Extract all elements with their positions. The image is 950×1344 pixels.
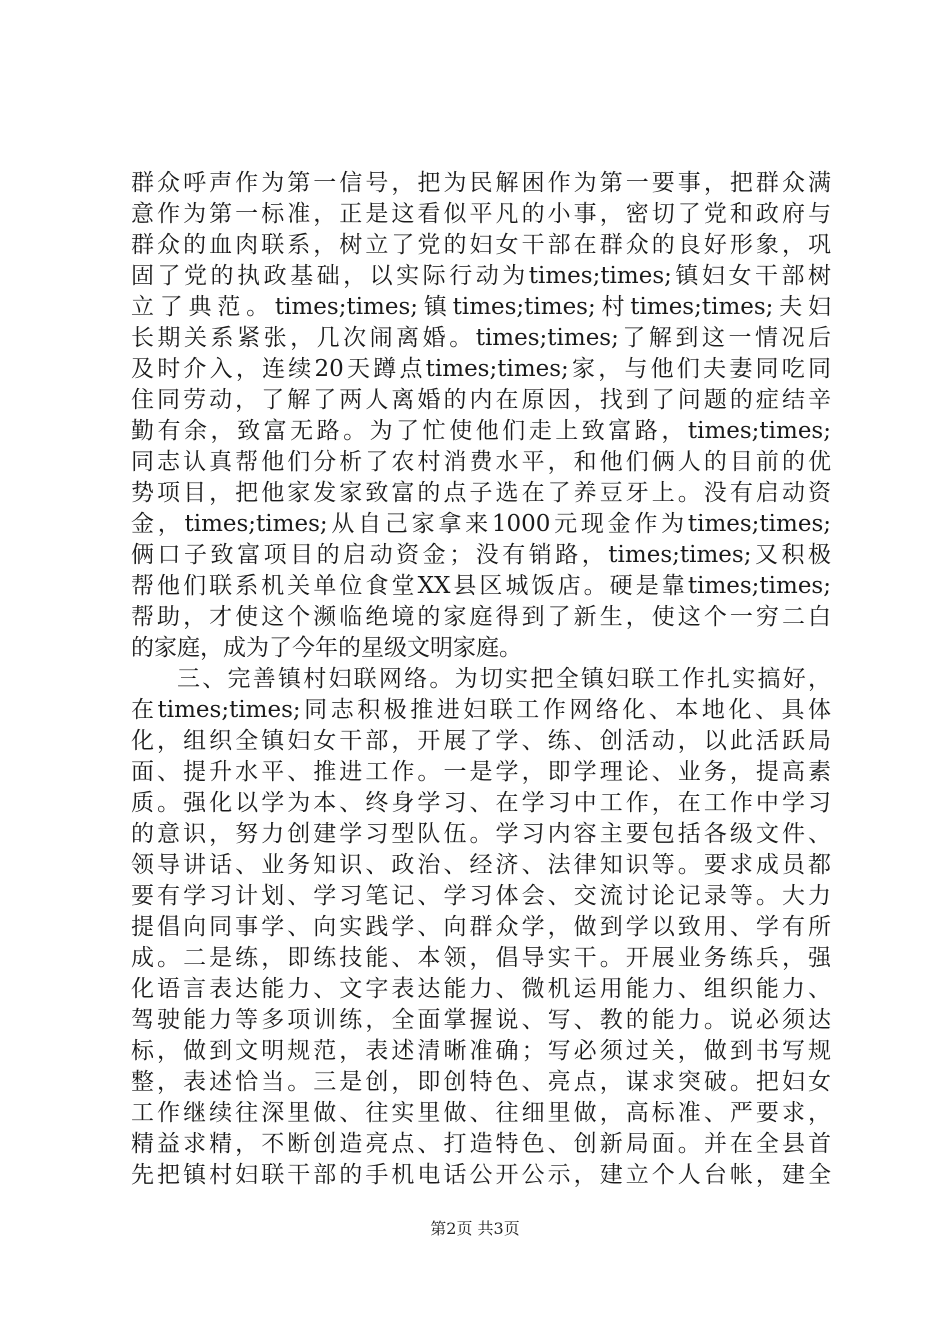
text-line: 及时介入，连续20天蹲点times;times;家，与他们夫妻同吃同 [131,356,831,382]
body-text [131,168,831,1191]
text-line: 质。强化以学为本、终身学习、在学习中工作，在工作中学习 [131,790,831,816]
text-line: 精益求精，不断创造亮点、打造特色、创新局面。并在全县首 [131,1131,831,1157]
text-line: 金，times;times;从自己家拿来1000元现金作为times;times; [131,511,831,537]
text-line: 化语言表达能力、文字表达能力、微机运用能力、组织能力、 [131,976,831,1002]
text-line: 群众的血肉联系，树立了党的妇女干部在群众的良好形象，巩 [131,232,831,258]
text-line: 在times;times;同志积极推进妇联工作网络化、本地化、具体 [131,697,831,723]
text-line: 勤有余，致富无路。为了忙使他们走上致富路，times;times; [131,418,831,444]
text-line: 整，表述恰当。三是创，即创特色、亮点，谋求突破。把妇女 [131,1069,831,1095]
text-line: 长期关系紧张，几次闹离婚。times;times;了解到这一情况后 [131,325,831,351]
text-line: 的家庭，成为了今年的星级文明家庭。 [131,635,522,661]
text-line: 提倡向同事学、向实践学、向群众学，做到学以致用、学有所 [131,914,831,940]
text-line: 固了党的执政基础，以实际行动为times;times;镇妇女干部树 [131,263,831,289]
text-line: 立了典范。times;times;镇times;times;村times;times;夫妇 [131,294,831,320]
text-line: 俩口子致富项目的启动资金；没有销路，times;times;又积极 [131,542,831,568]
text-line: 工作继续往深里做、往实里做、往细里做，高标准、严要求， [131,1100,831,1126]
text-line: 同志认真帮他们分析了农村消费水平，和他们俩人的目前的优 [131,449,831,475]
text-line: 标，做到文明规范，表述清晰准确；写必须过关，做到书写规 [131,1038,831,1064]
page-footer: 第2页 共3页 [430,1219,520,1238]
text-line: 化，组织全镇妇女干部，开展了学、练、创活动，以此活跃局 [131,728,831,754]
text-line: 成。二是练，即练技能、本领，倡导实干。开展业务练兵，强 [131,945,831,971]
text-line: 住同劳动，了解了两人离婚的内在原因，找到了问题的症结辛 [131,387,831,413]
text-line: 群众呼声作为第一信号，把为民解困作为第一要事，把群众满 [131,170,831,196]
text-line: 势项目，把他家发家致富的点子选在了养豆牙上。没有启动资 [131,480,831,506]
text-line: 帮助，才使这个濒临绝境的家庭得到了新生，使这个一穷二白 [131,604,831,630]
text-line: 先把镇村妇联干部的手机电话公开公示，建立个人台帐，建全 [131,1162,831,1188]
text-line: 要有学习计划、学习笔记、学习体会、交流讨论记录等。大力 [131,883,831,909]
text-line: 意作为第一标准，正是这看似平凡的小事，密切了党和政府与 [131,201,831,227]
text-line: 的意识，努力创建学习型队伍。学习内容主要包括各级文件、 [131,821,831,847]
text-line: 面、提升水平、推进工作。一是学，即学理论、业务，提高素 [131,759,831,785]
text-line: 领导讲话、业务知识、政治、经济、法律知识等。要求成员都 [131,852,831,878]
text-line: 帮他们联系机关单位食堂XX县区城饭店。硬是靠times;times; [131,573,831,599]
text-line: 驾驶能力等多项训练，全面掌握说、写、教的能力。说必须达 [131,1007,831,1033]
section-heading-line: 三、完善镇村妇联网络。为切实把全镇妇联工作扎实搞好， [177,666,831,692]
